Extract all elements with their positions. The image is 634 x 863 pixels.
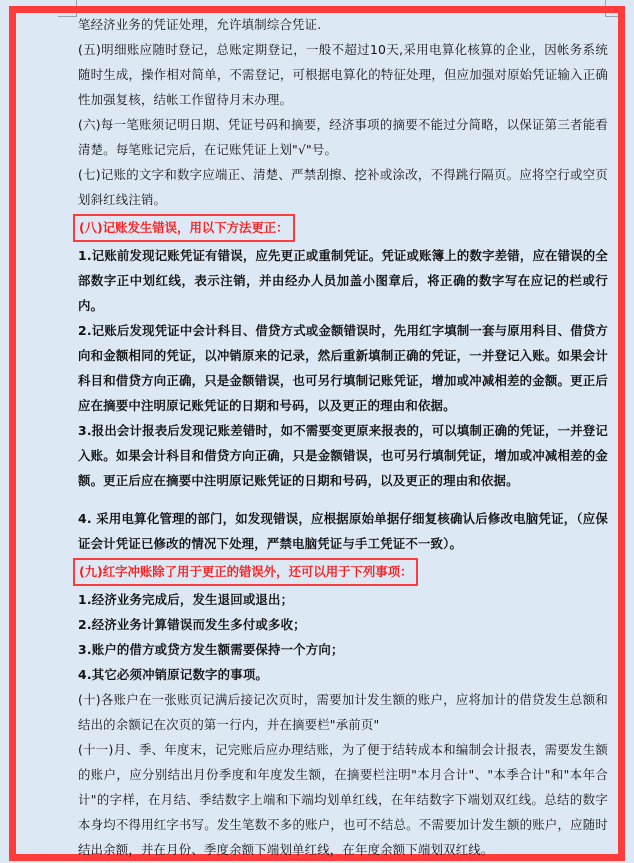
section-9-item-3: 3.账户的借方或贷方发生额需要保持一个方向； bbox=[78, 642, 344, 657]
paragraph-11: (十一)月、季、年度末，记完账后应办理结账，为了便于结转成本和编制会计报表，需要发生额的账户，应分别结出月份季度和年度发生额，在摘要栏注明"本月合计"、"本季合计"和"本年合计"的字样，在月结、季结数字上端和下端均划单红线，在年结数字下端划双红线。总结的数字本身均不得用红字书写。发生笔数不多的账户，也可不结总。不需要加计发生额的账户，应随时结出余额，并在月份、季度余额下端划单红线，在年度余额下端划双红线。 bbox=[78, 742, 608, 857]
blank-line bbox=[78, 493, 608, 506]
paragraph-continuation: 笔经济业务的凭证处理，允许填制综合凭证. bbox=[78, 17, 322, 32]
paragraph-6: (六)每一笔账须记明日期、凭证号码和摘要，经济事项的摘要不能过分简略，以保证第三者能看清楚。每笔账记完后，在记账凭证上划"√"号。 bbox=[78, 117, 608, 157]
paragraph-7: (七)记账的文字和数字应端正、清楚、严禁刮擦、挖补或涂改，不得跳行隔页。应将空行或空页划斜红线注销。 bbox=[78, 167, 608, 207]
section-8-item-1: 1.记账前发现记账凭证有错误，应先更正或重制凭证。凭证或账簿上的数字差错，应在错误的全部数字正中划红线，表示注销，并由经办人员加盖小图章后，将正确的数字写在应记的栏或行内。 bbox=[78, 248, 608, 313]
section-8-item-2: 2.记账后发现凭证中会计科目、借贷方式或金额错误时，先用红字填制一套与原用科目、借贷方向和金额相同的凭证，以冲销原来的记录，然后重新填制正确的凭证，一并登记入账。如果会计科目和借贷方向正确，只是金额错误，也可另行填制记账凭证，增加或冲减相差的金额。更正后应在摘要中注明原记账凭证的日期和号码，以及更正的理由和依据。 bbox=[78, 323, 608, 413]
section-8-item-4: 4. 采用电算化管理的部门，如发现错误，应根据原始单据仔细复核确认后修改电脑凭证，（应保证会计凭证已修改的情况下处理，严禁电脑凭证与手工凭证不一致）。 bbox=[78, 511, 608, 551]
paragraph-10: (十)各账户在一张账页记满后接记次页时，需要加计发生额的账户，应将加计的借贷发生总额和结出的余额记在次页的第一行内，并在摘要栏"承前页" bbox=[78, 692, 608, 732]
section-8-heading: (八)记账发生错误，用以下方法更正： bbox=[73, 214, 295, 242]
document-body bbox=[78, 12, 608, 862]
paragraph-5: (五)明细账应随时登记，总账定期登记，一般不超过10天,采用电算化核算的企业，因帐务系统随时生成，操作相对简单，不需登记，可根据电算化的特征处理，但应加强对原始凭证输入正确性加强复核，结帐工作留待月末办理。 bbox=[78, 42, 608, 107]
section-9-item-2: 2.经济业务计算错误而发生多付或多收； bbox=[78, 617, 306, 632]
section-9-item-4: 4.其它必须冲销原记数字的事项。 bbox=[78, 667, 268, 682]
section-8-item-3: 3.报出会计报表后发现记账差错时，如不需要变更原来报表的，可以填制正确的凭证，一并登记入账。如果会计科目和借贷方向正确，只是金额错误，也可另行填制凭证，增加或冲减相差的金额。更正后应在摘要中注明原记账凭证的日期和号码，以及更正的理由和依据。 bbox=[78, 423, 608, 488]
section-9-item-1: 1.经济业务完成后，发生退回或退出； bbox=[78, 592, 294, 607]
section-9-heading: (九)红字冲账除了用于更正的错误外，还可以用于下列事项： bbox=[73, 558, 418, 586]
